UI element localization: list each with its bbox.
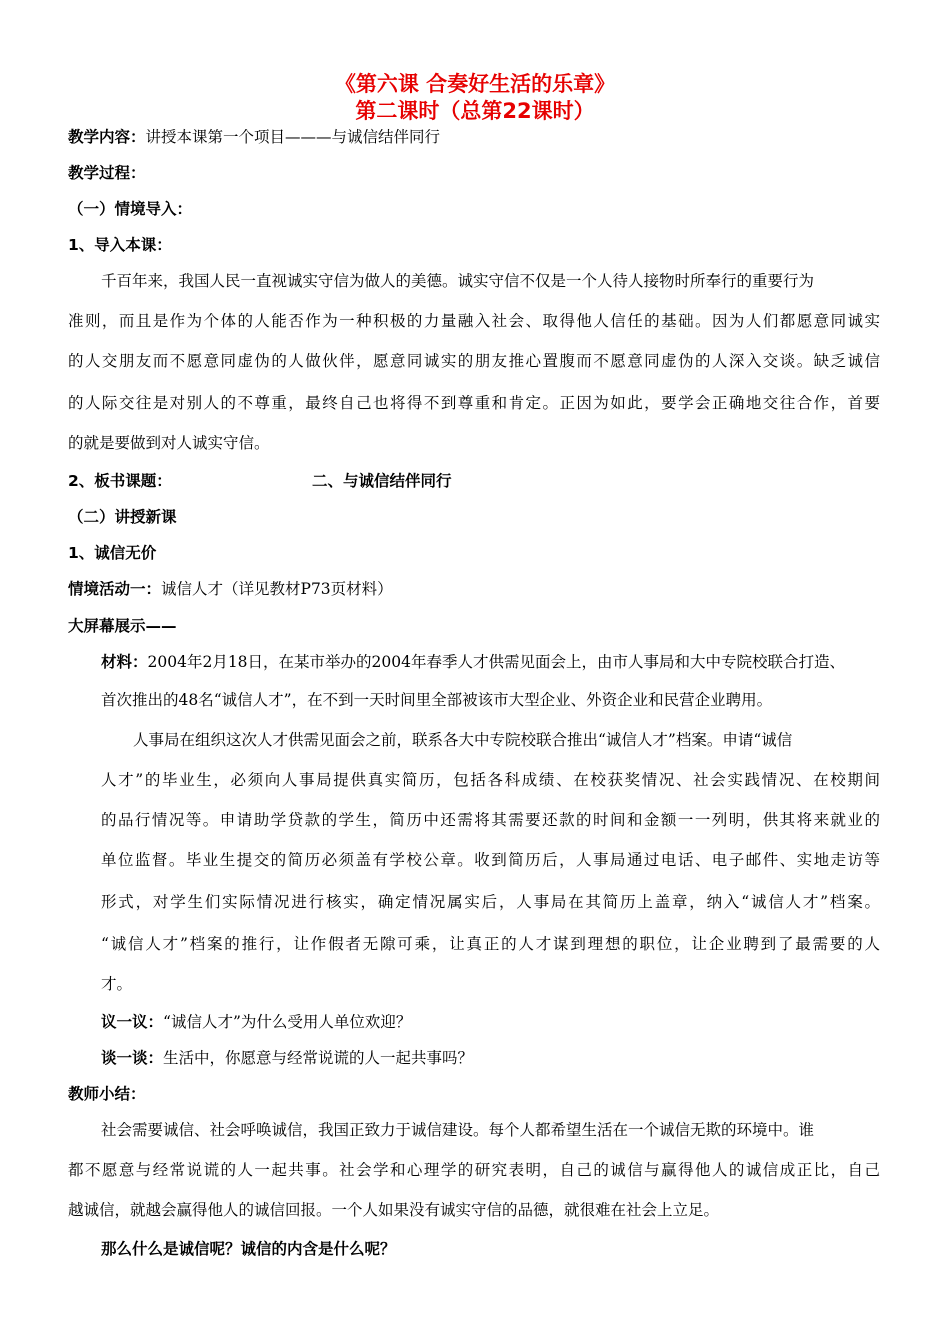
title-line-2: 第二课时（总第22课时） (355, 99, 595, 123)
section-1-heading: （一）情境导入： (68, 200, 193, 218)
discuss-line (101, 1011, 411, 1033)
material-paragraph-line: 人才”的毕业生，必须向人事局提供真实简历，包括各科成绩、在校获奖情况、社会实践情况、在校期间 (101, 771, 880, 789)
discuss-label: 议一议： (101, 1013, 164, 1031)
talk-text: 生活中，你愿意与经常说谎的人一起共事吗？ (163, 1049, 474, 1067)
intro-paragraph-line: 的人交朋友而不愿意同虚伪的人做伙伴，愿意同诚实的朋友推心置腹而不愿意同虚伪的人深入交谈。缺乏诚信 (68, 352, 880, 370)
activity-1-text: 诚信人才（详见教材P73页材料） (161, 580, 393, 598)
material-text: 2004年2月18日，在某市举办的2004年春季人才供需见面会上，由市人事局和大中专院校联合打造、 (147, 653, 845, 671)
item-2-topic: 二、与诚信结伴同行 (312, 472, 452, 490)
sub-1-heading: 1、诚信无价 (68, 544, 157, 562)
material-line-1 (101, 651, 845, 673)
teaching-content (68, 126, 440, 148)
material-paragraph-line: 才。 (101, 975, 133, 993)
item-2-label: 2、板书课题： (68, 472, 172, 490)
material-paragraph-line: 形式，对学生们实际情况进行核实，确定情况属实后，人事局在其简历上盖章，纳入“诚信人才”档案。 (101, 893, 880, 911)
summary-paragraph-line: 越诚信，就越会赢得他人的诚信回报。一个人如果没有诚实守信的品德，就很难在社会上立足。 (68, 1201, 720, 1219)
material-line-2: 首次推出的48名“诚信人才”，在不到一天时间里全部被该市大型企业、外资企业和民营企业聘用。 (101, 691, 773, 709)
big-screen-label: 大屏幕展示—— (68, 617, 177, 635)
activity-1 (68, 578, 393, 600)
intro-paragraph-line: 的人际交往是对别人的不尊重，最终自己也将得不到尊重和肯定。正因为如此，要学会正确地交往合作，首要 (68, 394, 880, 412)
talk-label: 谈一谈： (101, 1049, 164, 1067)
teaching-content-label: 教学内容： (68, 128, 146, 146)
intro-paragraph-line: 准则，而且是作为个体的人能否作为一种积极的力量融入社会、取得他人信任的基础。因为人们都愿意同诚实 (68, 312, 880, 330)
intro-paragraph-line: 的就是要做到对人诚实守信。 (68, 434, 270, 452)
item-1-heading: 1、导入本课： (68, 236, 172, 254)
teaching-content-text: 讲授本课第一个项目———与诚信结伴同行 (145, 128, 441, 146)
summary-paragraph-line: 都不愿意与经常说谎的人一起共事。社会学和心理学的研究表明，自己的诚信与赢得他人的诚信成正比，自己 (68, 1161, 880, 1179)
activity-1-label: 情境活动一： (68, 580, 162, 598)
teaching-process-label: 教学过程： (68, 164, 146, 182)
discuss-text: “诚信人才”为什么受用人单位欢迎？ (163, 1013, 412, 1031)
material-paragraph-line: 人事局在组织这次人才供需见面会之前，联系各大中专院校联合推出“诚信人才”档案。申请“诚信 (133, 731, 793, 749)
closing-question: 那么什么是诚信呢？诚信的内含是什么呢？ (101, 1240, 396, 1258)
teacher-summary-label: 教师小结： (68, 1085, 146, 1103)
summary-paragraph-line: 社会需要诚信、社会呼唤诚信，我国正致力于诚信建设。每个人都希望生活在一个诚信无欺的环境中。谁 (101, 1121, 815, 1139)
title-line-1: 《第六课 合奏好生活的乐章》 (334, 72, 616, 96)
material-paragraph-line: 单位监督。毕业生提交的简历必须盖有学校公章。收到简历后，人事局通过电话、电子邮件、实地走访等 (101, 851, 880, 869)
material-paragraph-line: “诚信人才”档案的推行，让作假者无隙可乘，让真正的人才谋到理想的职位，让企业聘到了最需要的人 (101, 935, 880, 953)
section-2-heading: （二）讲授新课 (68, 508, 177, 526)
intro-paragraph-line: 千百年来，我国人民一直视诚实守信为做人的美德。诚实守信不仅是一个人待人接物时所奉行的重要行为 (101, 272, 815, 290)
talk-line (101, 1047, 473, 1069)
material-label: 材料： (101, 653, 148, 671)
material-paragraph-line: 的品行情况等。申请助学贷款的学生，简历中还需将其需要还款的时间和金额一一列明，供其将来就业的 (101, 811, 880, 829)
